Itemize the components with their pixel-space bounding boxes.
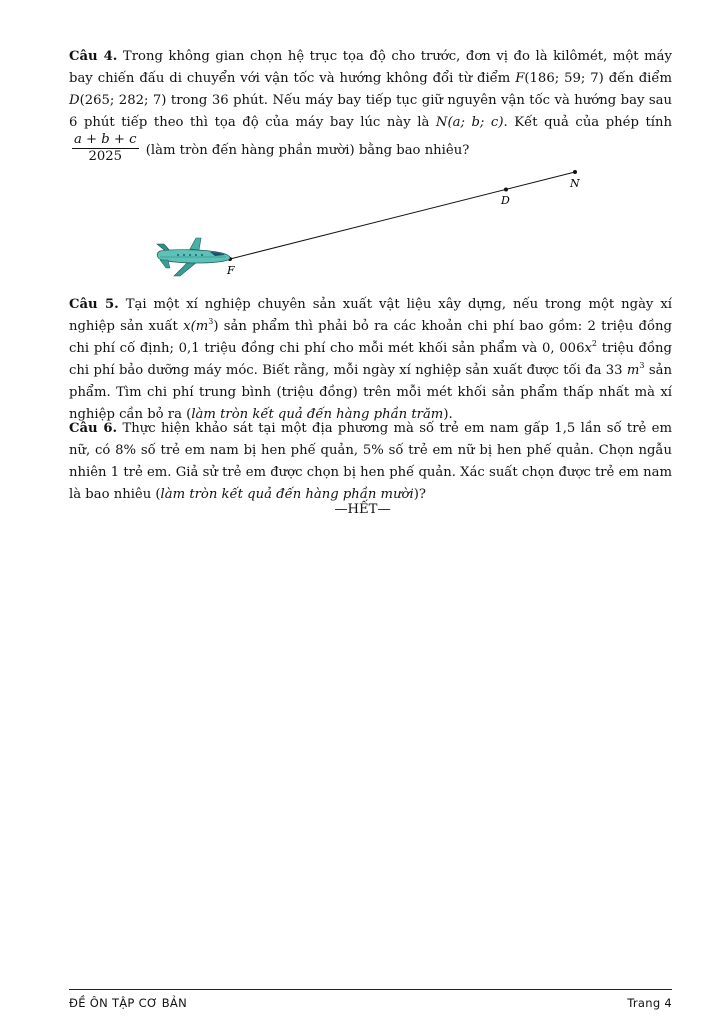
flight-path-line: [230, 172, 575, 259]
point-f-name: F: [515, 71, 525, 86]
question-4-label: Câu 4.: [69, 49, 118, 64]
footer-divider: [69, 989, 672, 990]
square-exponent: 2: [591, 338, 597, 348]
point-d-coords: (265; 282; 7): [79, 93, 167, 108]
point-d-name: D: [69, 93, 80, 108]
page-number: Trang 4: [627, 996, 672, 1010]
question-6-label: Câu 6.: [69, 421, 118, 436]
point-n-dot: [573, 170, 577, 174]
point-d-dot: [504, 188, 508, 192]
unit-m: (m: [190, 319, 209, 334]
question-6-text-a: Thực hiện khảo sát tại một địa phương mà số trẻ em nam gấp 1,5 lần số trẻ em nữ, có 8% số trẻ em nam bị hen phế quản, 5% số trẻ em nữ bị hen phế quản. Chọn ngẫu nhiên 1 trẻ em. Giả sử trẻ em được chọn bị hen phế quản. Xác suất chọn được trẻ em nam là bao nhiêu (: [69, 421, 672, 502]
question-6: [69, 418, 672, 506]
question-5-text-c: triệu đồng chi phí bảo dưỡng máy móc. Biết rằng, mỗi ngày xí nghiệp sản xuất được tối đa 33: [69, 341, 672, 378]
question-5-label: Câu 5.: [69, 297, 119, 312]
question-4-text-a: Trong không gian chọn hệ trục tọa độ cho trước, đơn vị đo là kilômét, một máy bay chiến đấu di chuyển với vận tốc và hướng không đổi từ điểm: [69, 49, 672, 86]
question-5: [69, 294, 672, 426]
fraction-denominator: 2025: [88, 149, 123, 164]
question-6-text-b: )?: [413, 487, 426, 502]
question-4-to: đến điểm: [603, 71, 673, 86]
question-5-text-a: Tại một xí nghiệp chuyên sản xuất vật liệu xây dựng, nếu trong một ngày xí nghiệp sản xuất: [69, 297, 672, 334]
question-4-text-d: (làm tròn đến hàng phần mười) bằng bao nhiêu?: [141, 143, 470, 158]
coefficient: 0, 006: [541, 341, 585, 356]
flight-path-figure: [0, 0, 725, 290]
question-5-text-b: sản phẩm thì phải bỏ ra các khoản chi phí bao gồm: 2 triệu đồng chi phí cố định; 0,1 triệu đồng chi phí cho mỗi mét khối sản phẩm và: [69, 319, 672, 356]
airplane-icon: [157, 238, 230, 276]
question-4-text-b: trong 36 phút. Nếu máy bay tiếp tục giữ nguyên vận tốc và hướng bay sau 6 phút tiếp theo thì tọa độ của máy bay lúc này là: [69, 93, 672, 130]
variable-x: x: [183, 319, 191, 334]
point-f-coords: (186; 59; 7): [524, 71, 604, 86]
question-4-text-c: . Kết quả của phép tính: [503, 115, 672, 130]
cubic-meter: m: [626, 363, 640, 378]
label-f: F: [227, 264, 235, 277]
unit-exponent: 3: [208, 316, 214, 326]
label-n: N: [570, 177, 580, 190]
end-mark: —HẾT—: [334, 502, 391, 517]
variable-x-squared: x: [584, 341, 592, 356]
question-5-text-d: sản phẩm. Tìm chi phí trung bình (triệu đồng) trên mỗi mét khối sản phẩm thấp nhất mà xí nghiệp cần bỏ ra (: [69, 363, 672, 422]
footer-title: ĐỀ ÔN TẬP CƠ BẢN: [69, 996, 187, 1010]
question-6-rounding-note: làm tròn kết quả đến hàng phần mười: [160, 487, 414, 502]
question-5-rounding-note: làm tròn kết quả đến hàng phần trăm: [191, 407, 444, 422]
point-n-expression: N(a; b; c): [435, 115, 504, 130]
unit-close: ): [213, 319, 219, 334]
question-5-text-e: ).: [443, 407, 453, 422]
label-d: D: [501, 194, 510, 207]
fraction-numerator: a + b + c: [74, 132, 137, 147]
cubic-exponent: 3: [639, 360, 645, 370]
